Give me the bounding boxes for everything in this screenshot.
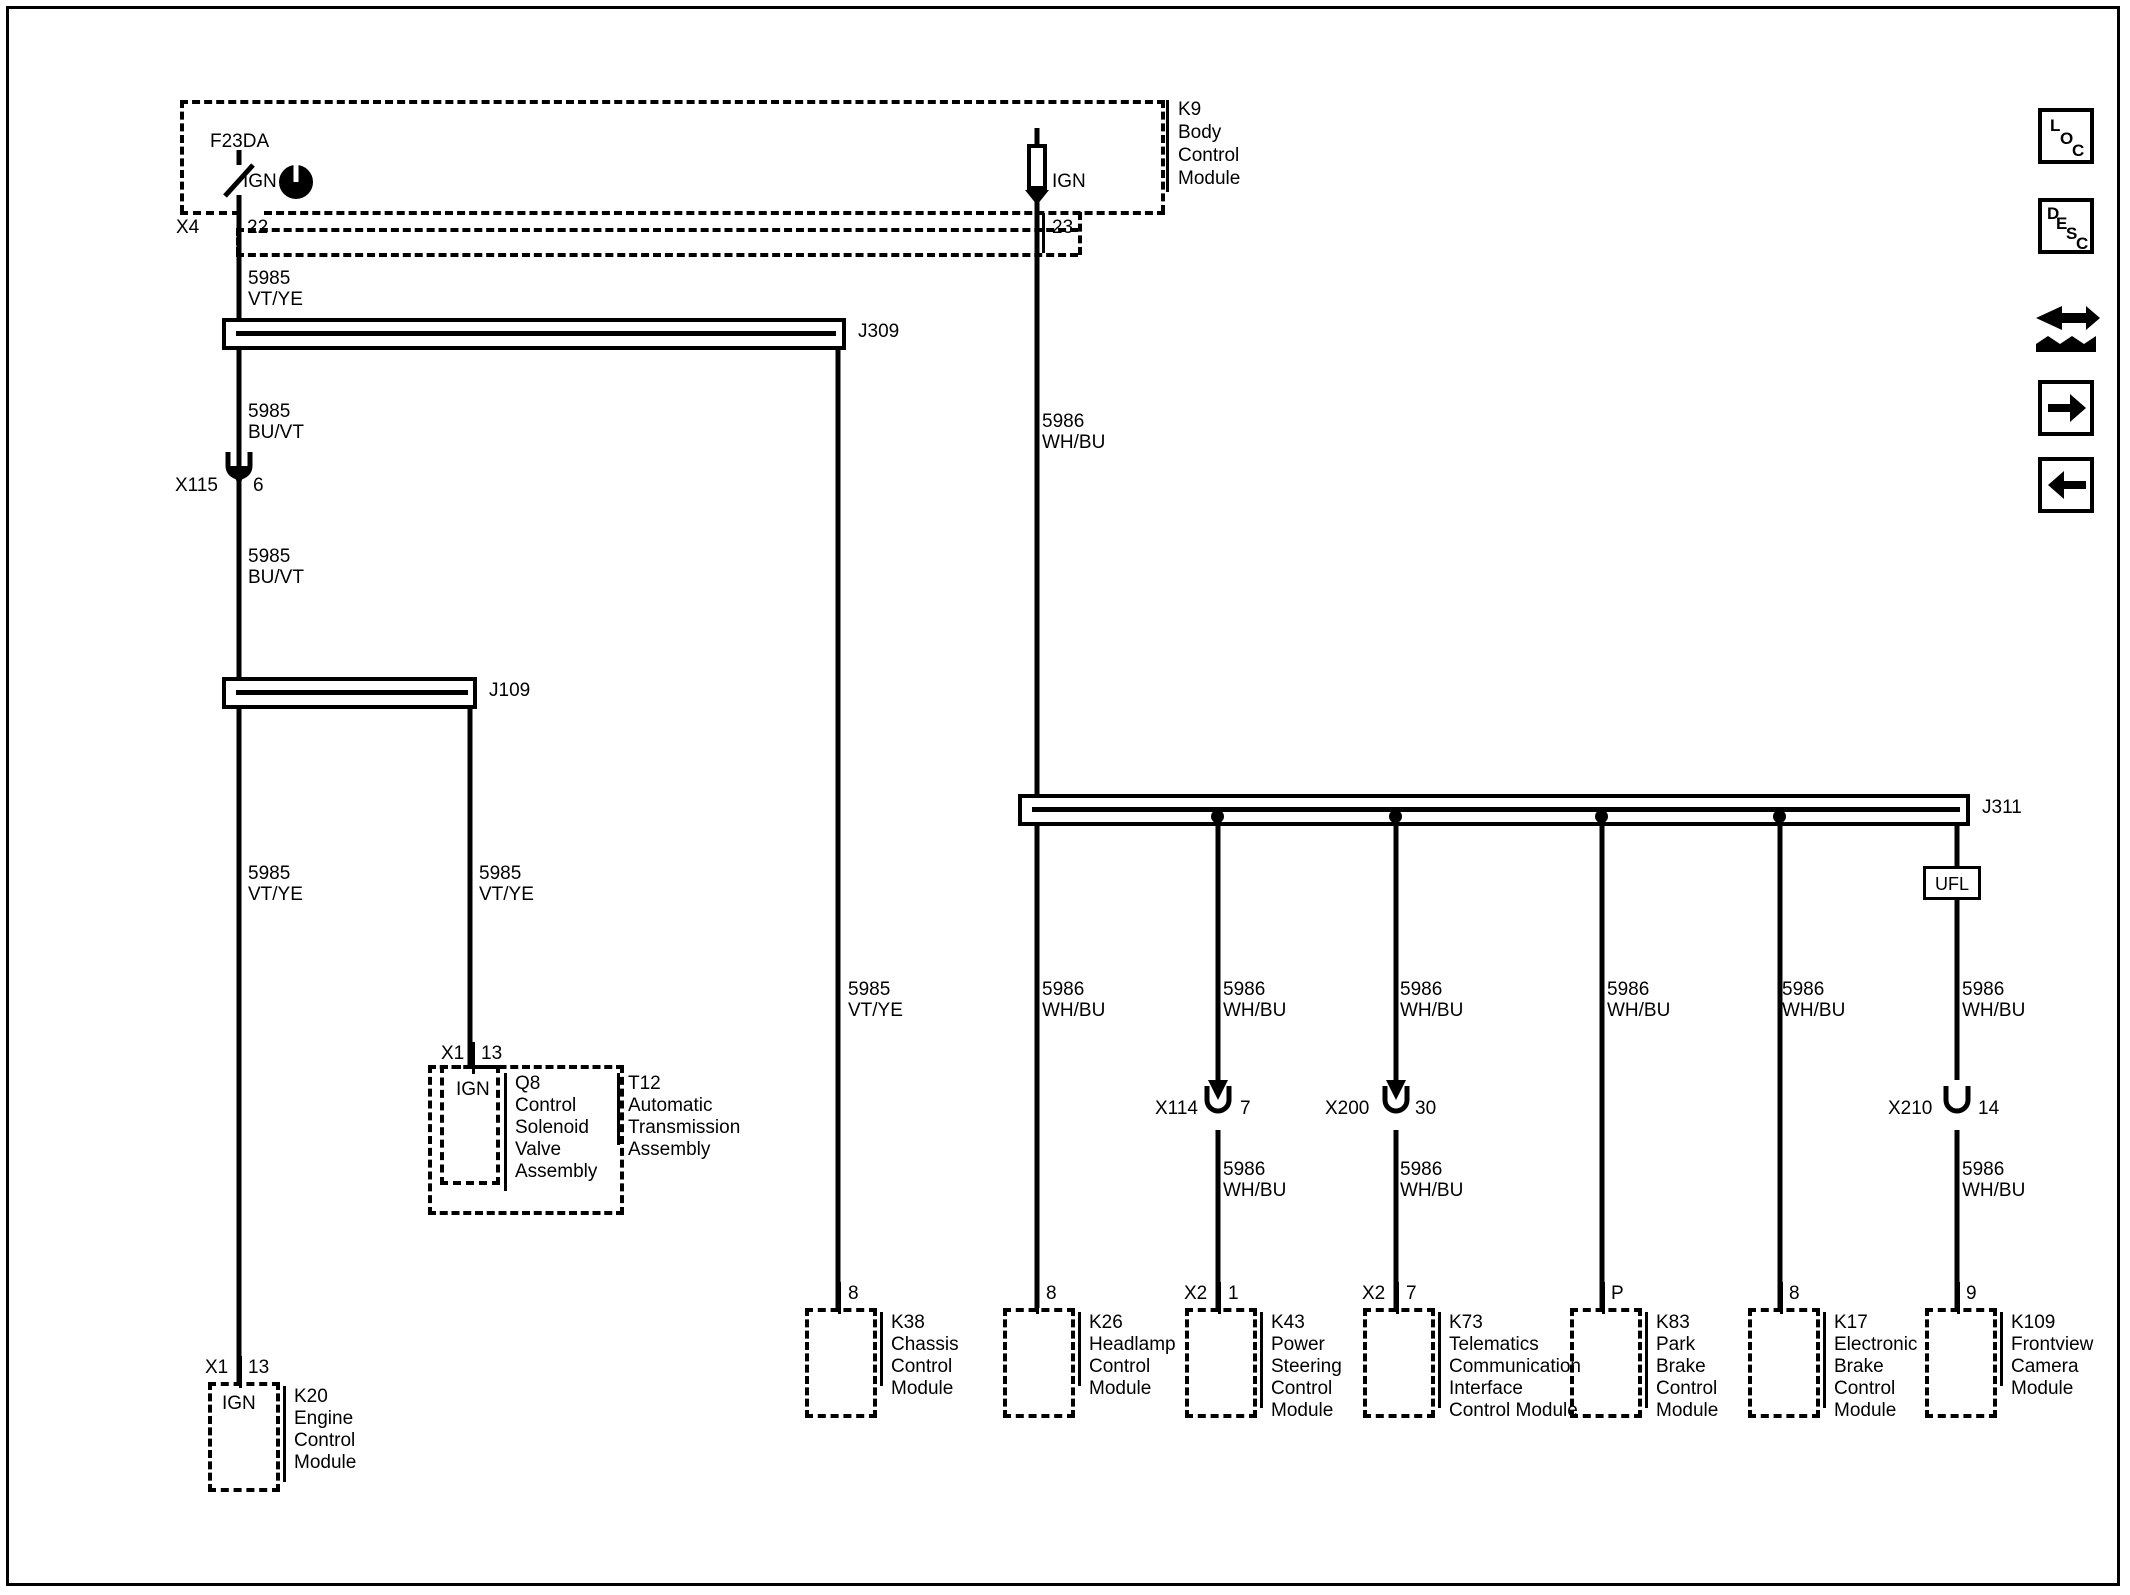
telematics-connector-label: X2 [1362, 1283, 1386, 1304]
wire11-number: 5986 [1607, 979, 1650, 1000]
steering-pin-label: 1 [1228, 1283, 1239, 1304]
bcm-enclosure-bottom-left [180, 211, 240, 215]
bcm-ign-label: IGN [1052, 171, 1086, 192]
steering-pin-tick [1218, 1282, 1221, 1314]
wire8-color: WH/BU [1042, 1000, 1106, 1021]
wire3-color: BU/VT [248, 567, 304, 588]
chassis-name-line3: Module [891, 1378, 954, 1399]
wire12-number: 5986 [1782, 979, 1825, 1000]
headlamp-pin-tick [1036, 1282, 1039, 1314]
x210-pin-label: 14 [1978, 1098, 2000, 1119]
wire6-number: 5985 [848, 979, 891, 1000]
parkbrake-ref-label: K83 [1656, 1312, 1690, 1333]
x1-ecm-pin-label: 13 [248, 1357, 270, 1378]
transmission-ref-label: T12 [628, 1073, 661, 1094]
steering-module-enclosure [1185, 1308, 1257, 1418]
telematics-module-enclosure [1363, 1308, 1435, 1418]
ebcm-ref-label: K17 [1834, 1312, 1868, 1333]
telematics-name-line3: Interface [1449, 1378, 1523, 1399]
camera-name-line2: Camera [2011, 1356, 2079, 1377]
ecm-name-line3: Module [294, 1452, 357, 1473]
headlamp-name-bracket [1078, 1312, 1081, 1386]
camera-pin-label: 9 [1966, 1283, 1977, 1304]
splice-j309-label: J309 [858, 321, 900, 342]
chassis-name-line1: Chassis [891, 1334, 959, 1355]
camera-name-bracket [2000, 1312, 2003, 1386]
x114-pin-label: 7 [1240, 1098, 1251, 1119]
telematics-name-bracket [1438, 1312, 1441, 1408]
arrow-left-icon [2042, 461, 2090, 509]
chassis-name-line2: Control [891, 1356, 953, 1377]
splice-j109-label: J109 [489, 680, 531, 701]
desc-button[interactable] [2038, 198, 2094, 254]
j311-node-3 [1595, 810, 1608, 823]
wire16-number: 5986 [1962, 1159, 2005, 1180]
prev-page-button[interactable] [2038, 457, 2094, 513]
wire6-color: VT/YE [848, 1000, 903, 1021]
wire10-number: 5986 [1400, 979, 1443, 1000]
fuse-ign-label: IGN [243, 171, 277, 192]
bcm-enclosure [180, 100, 1165, 213]
ebcm-name-line2: Brake [1834, 1356, 1884, 1377]
x4-pin22-tick [237, 213, 240, 253]
parkbrake-name-line1: Park [1656, 1334, 1696, 1355]
wire9-color: WH/BU [1223, 1000, 1287, 1021]
next-page-button[interactable] [2038, 380, 2094, 436]
desc-letter-4: C [2076, 234, 2089, 253]
telematics-ref-label: K73 [1449, 1312, 1483, 1333]
steering-name-line3: Control [1271, 1378, 1333, 1399]
x4-strip-right [1078, 212, 1082, 255]
ecm-name-line2: Control [294, 1430, 356, 1451]
x1-ecm-pin-tick [239, 1356, 242, 1388]
wire1-color: VT/YE [248, 289, 303, 310]
splice-j109-inner [236, 690, 468, 695]
wire9-number: 5986 [1223, 979, 1266, 1000]
fuse-id-label: F23DA [210, 131, 270, 152]
headlamp-name-line2: Control [1089, 1356, 1151, 1377]
j311-node-2 [1389, 810, 1402, 823]
wire7-number: 5986 [1042, 411, 1085, 432]
wire13-color: WH/BU [1962, 1000, 2026, 1021]
x1-trans-pin-label: 13 [481, 1043, 503, 1064]
telematics-name-line4: Control Module [1449, 1400, 1578, 1421]
solenoid-ign-label: IGN [456, 1079, 490, 1100]
ebcm-module-enclosure [1748, 1308, 1820, 1418]
chassis-module-enclosure [805, 1308, 877, 1418]
solenoid-ref-label: Q8 [515, 1073, 541, 1094]
chassis-name-bracket [880, 1312, 883, 1386]
x4-pin22-label: 22 [247, 217, 269, 238]
steering-ref-label: K43 [1271, 1312, 1305, 1333]
desc-letter-2: E [2056, 214, 2068, 233]
headlamp-name-line1: Headlamp [1089, 1334, 1176, 1355]
x4-strip-top [236, 228, 1078, 232]
ebcm-name-bracket [1823, 1312, 1826, 1408]
bcm-name-bracket [1166, 100, 1169, 192]
ufl-marker: UFL [1923, 866, 1981, 900]
ebcm-name-line1: Electronic [1834, 1334, 1918, 1355]
ecm-name-line1: Engine [294, 1408, 354, 1429]
solenoid-name-line4: Assembly [515, 1161, 598, 1182]
ebcm-pin-label: 8 [1789, 1283, 1800, 1304]
transmission-name-line3: Assembly [628, 1139, 711, 1160]
wire7-color: WH/BU [1042, 432, 1106, 453]
transmission-name-line2: Transmission [628, 1117, 741, 1138]
loc-letter-1: L [2050, 116, 2061, 135]
splice-j309-inner [236, 331, 836, 336]
wire14-color: WH/BU [1223, 1180, 1287, 1201]
telematics-pin-label: 7 [1406, 1283, 1417, 1304]
arrow-right-icon [2042, 384, 2090, 432]
chassis-pin-tick [838, 1282, 841, 1314]
x4-connector-label: X4 [176, 217, 200, 238]
parkbrake-pin-label: P [1611, 1283, 1624, 1304]
wire15-number: 5986 [1400, 1159, 1443, 1180]
ecm-ign-label: IGN [222, 1393, 256, 1414]
camera-ref-label: K109 [2011, 1312, 2056, 1333]
x4-strip-bottom [236, 253, 1078, 257]
wire13-number: 5986 [1962, 979, 2005, 1000]
x200-pin-label: 30 [1415, 1098, 1437, 1119]
parkbrake-name-line3: Control [1656, 1378, 1718, 1399]
solenoid-name-line2: Solenoid [515, 1117, 589, 1138]
steering-connector-label: X2 [1184, 1283, 1208, 1304]
wire15-color: WH/BU [1400, 1180, 1464, 1201]
wire16-color: WH/BU [1962, 1180, 2026, 1201]
wire3-number: 5985 [248, 546, 291, 567]
solenoid-name-line3: Valve [515, 1139, 562, 1160]
x115-connector-label: X115 [175, 475, 218, 496]
x114-connector-label: X114 [1155, 1098, 1198, 1119]
wire4-number: 5985 [248, 863, 291, 884]
ebcm-name-line4: Module [1834, 1400, 1897, 1421]
loc-button[interactable] [2038, 108, 2094, 164]
steering-name-line2: Steering [1271, 1356, 1342, 1377]
camera-module-enclosure [1925, 1308, 1997, 1418]
solenoid-name-bracket [504, 1073, 507, 1191]
headlamp-pin-label: 8 [1046, 1283, 1057, 1304]
telematics-name-line2: Communication [1449, 1356, 1581, 1377]
solenoid-name-line1: Control [515, 1095, 577, 1116]
wire10-color: WH/BU [1400, 1000, 1464, 1021]
x4-pin23-tick [1042, 213, 1045, 253]
x1-trans-connector-label: X1 [441, 1043, 465, 1064]
chassis-pin-label: 8 [848, 1283, 859, 1304]
bcm-name-line3: Module [1178, 168, 1241, 189]
x1-ecm-connector-label: X1 [205, 1357, 229, 1378]
wire5-number: 5985 [479, 863, 522, 884]
x200-connector-label: X200 [1325, 1098, 1370, 1119]
splice-j311-inner [1032, 807, 1960, 812]
x4-pin23-label: 23 [1052, 217, 1074, 238]
wire5-color: VT/YE [479, 884, 534, 905]
wire8-number: 5986 [1042, 979, 1085, 1000]
desc-letter-3: S [2066, 224, 2078, 243]
x210-connector-label: X210 [1888, 1098, 1933, 1119]
wire11-color: WH/BU [1607, 1000, 1671, 1021]
camera-name-line1: Frontview [2011, 1334, 2094, 1355]
ebcm-pin-tick [1780, 1282, 1783, 1314]
x115-pin-label: 6 [253, 475, 264, 496]
telematics-pin-tick [1396, 1282, 1399, 1314]
parkbrake-name-bracket [1645, 1312, 1648, 1408]
loc-letter-2: O [2060, 129, 2074, 148]
wire2-color: BU/VT [248, 422, 304, 443]
j311-node-1 [1211, 810, 1224, 823]
x1-trans-pin-tick [472, 1042, 475, 1074]
wire1-number: 5985 [248, 268, 291, 289]
steering-name-line1: Power [1271, 1334, 1325, 1355]
parkbrake-pin-tick [1602, 1282, 1605, 1314]
steering-name-line4: Module [1271, 1400, 1334, 1421]
camera-pin-tick [1957, 1282, 1960, 1314]
wire12-color: WH/BU [1782, 1000, 1846, 1021]
ebcm-name-line3: Control [1834, 1378, 1896, 1399]
bcm-ref-label: K9 [1178, 99, 1202, 120]
telematics-name-line1: Telematics [1449, 1334, 1539, 1355]
bcm-name-line2: Control [1178, 145, 1240, 166]
bcm-name-line1: Body [1178, 122, 1222, 143]
camera-name-line3: Module [2011, 1378, 2074, 1399]
j311-node-4 [1773, 810, 1786, 823]
chassis-ref-label: K38 [891, 1312, 925, 1333]
ecm-ref-label: K20 [294, 1386, 328, 1407]
splice-j311-label: J311 [1982, 797, 2022, 818]
transmission-name-line1: Automatic [628, 1095, 713, 1116]
bcm-enclosure-bottom-right [264, 211, 1165, 215]
headlamp-module-enclosure [1003, 1308, 1075, 1418]
steering-name-bracket [1260, 1312, 1263, 1408]
wire2-number: 5985 [248, 401, 291, 422]
wire4-color: VT/YE [248, 884, 303, 905]
wire14-number: 5986 [1223, 1159, 1266, 1180]
loc-letter-3: C [2072, 141, 2085, 160]
headlamp-ref-label: K26 [1089, 1312, 1123, 1333]
transmission-name-bracket [617, 1073, 620, 1145]
parkbrake-name-line4: Module [1656, 1400, 1719, 1421]
desc-letter-1: D [2047, 204, 2060, 223]
parkbrake-name-line2: Brake [1656, 1356, 1706, 1377]
parkbrake-module-enclosure [1570, 1308, 1642, 1418]
headlamp-name-line3: Module [1089, 1378, 1152, 1399]
ecm-name-bracket [283, 1386, 286, 1482]
